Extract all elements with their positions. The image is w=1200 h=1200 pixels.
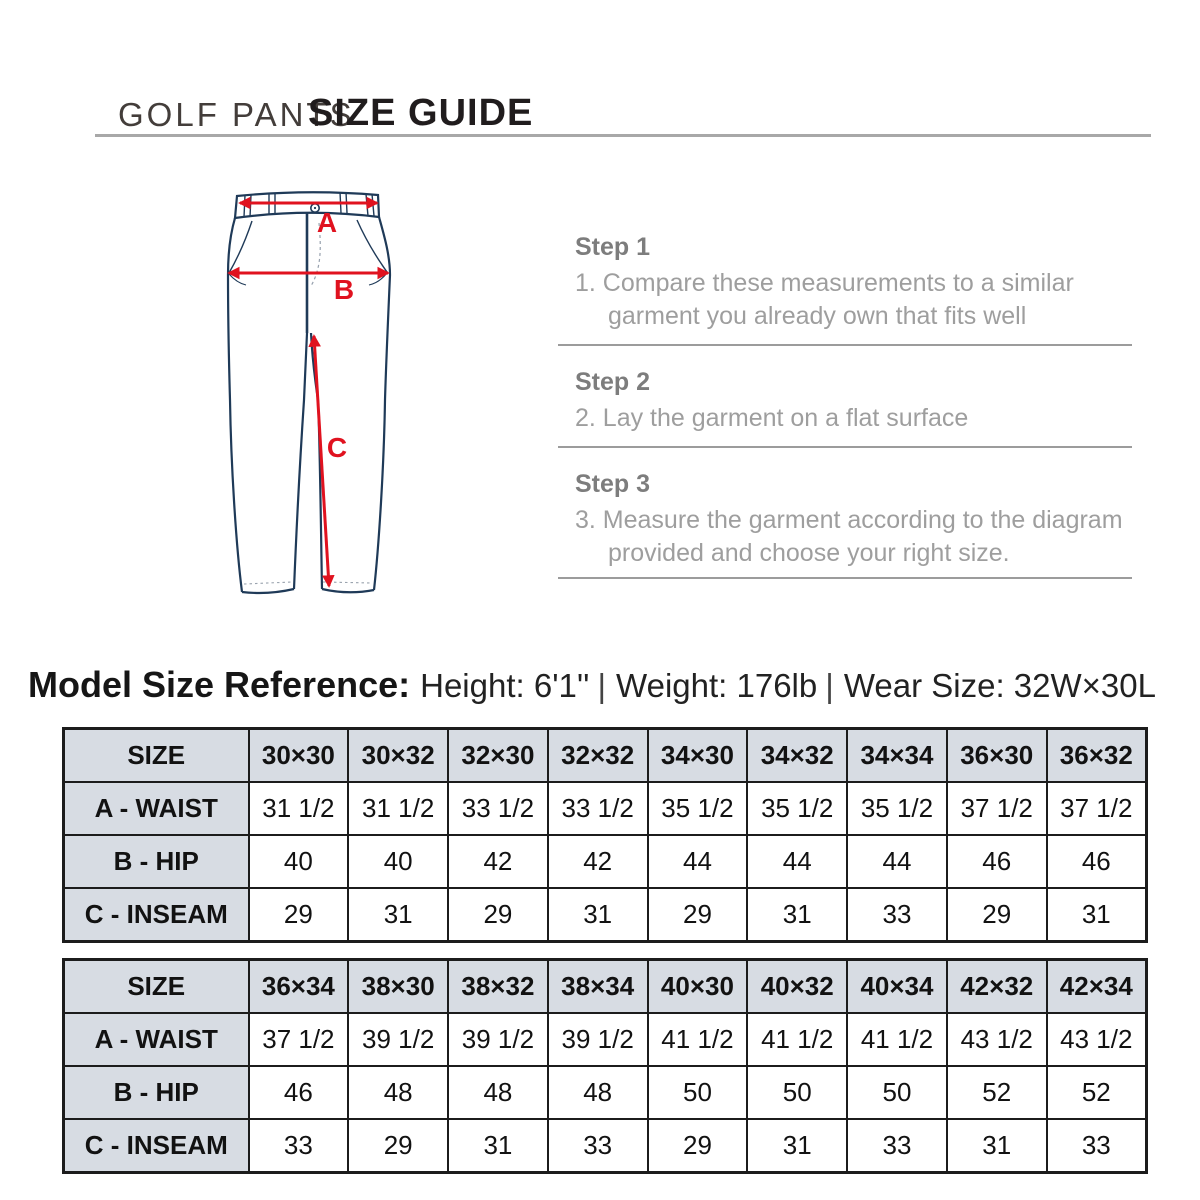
cell: 39 1/2 [548, 1013, 648, 1066]
cell: 37 1/2 [249, 1013, 349, 1066]
cell: 33 [847, 888, 947, 942]
cell: 31 1/2 [348, 782, 448, 835]
cell: 50 [648, 1066, 748, 1119]
row-label: B - HIP [64, 835, 249, 888]
cell: 44 [747, 835, 847, 888]
table-row [64, 888, 1147, 942]
col-header: 36×34 [249, 960, 349, 1014]
step-1-title: Step 1 [575, 233, 651, 261]
col-header: 42×34 [1047, 960, 1147, 1014]
measure-label-a: A [316, 207, 338, 238]
cell: 29 [947, 888, 1047, 942]
cell: 50 [847, 1066, 947, 1119]
row-label: A - WAIST [64, 1013, 249, 1066]
cell: 48 [448, 1066, 548, 1119]
cell: 31 [548, 888, 648, 942]
step-3-text: 3. Measure the garment according to the diagram provided and choose your right size. [575, 506, 1123, 567]
button-dot-icon [314, 207, 316, 209]
col-header: 40×30 [648, 960, 748, 1014]
measure-label-b: B [333, 274, 355, 305]
cell: 31 [348, 888, 448, 942]
measure-label-c: C [326, 432, 348, 463]
cell: 33 1/2 [548, 782, 648, 835]
cell: 48 [348, 1066, 448, 1119]
cell: 44 [847, 835, 947, 888]
col-header: 38×32 [448, 960, 548, 1014]
cell: 43 1/2 [947, 1013, 1047, 1066]
table-row [64, 782, 1147, 835]
col-header: SIZE [64, 729, 249, 783]
header-underline [95, 134, 1151, 137]
table-row [64, 835, 1147, 888]
left-inseam-path [294, 333, 307, 589]
cell: 31 1/2 [249, 782, 349, 835]
cell: 39 1/2 [448, 1013, 548, 1066]
cell: 42 [548, 835, 648, 888]
step-divider [558, 344, 1132, 346]
brand-text: GOLF PANTS [118, 96, 355, 133]
cell: 46 [1047, 835, 1147, 888]
cell: 29 [448, 888, 548, 942]
cell: 35 1/2 [847, 782, 947, 835]
cell: 31 [448, 1119, 548, 1173]
col-header: 32×32 [548, 729, 648, 783]
col-header: 38×30 [348, 960, 448, 1014]
model-wear-size: Wear Size: 32W×30L [843, 667, 1156, 704]
left-hem-stitch [244, 582, 292, 584]
col-header: 34×32 [747, 729, 847, 783]
row-label: A - WAIST [64, 782, 249, 835]
cell: 46 [249, 1066, 349, 1119]
cell: 35 1/2 [747, 782, 847, 835]
model-height: Height: 6'1'' [420, 667, 590, 704]
cell: 40 [249, 835, 349, 888]
page-title: SIZE GUIDE [308, 92, 534, 134]
pants-diagram-icon [180, 175, 470, 635]
size-table-2 [62, 958, 1148, 1174]
row-label: C - INSEAM [64, 888, 249, 942]
step-2-text: 2. Lay the garment on a flat surface [575, 404, 969, 432]
size-table-1 [62, 727, 1148, 943]
col-header: 32×30 [448, 729, 548, 783]
cell: 52 [947, 1066, 1047, 1119]
separator-bar: | [825, 667, 834, 704]
cell: 41 1/2 [747, 1013, 847, 1066]
table-row [64, 1066, 1147, 1119]
cell: 33 [548, 1119, 648, 1173]
cell: 31 [747, 1119, 847, 1173]
cell: 40 [348, 835, 448, 888]
model-size-reference [28, 664, 1156, 706]
cell: 48 [548, 1066, 648, 1119]
left-pocket-bottom-path [229, 274, 246, 285]
step-divider [558, 577, 1132, 579]
table-row [64, 1119, 1147, 1173]
separator-bar: | [597, 667, 607, 704]
cell: 43 1/2 [1047, 1013, 1147, 1066]
cell: 37 1/2 [947, 782, 1047, 835]
cell: 33 [847, 1119, 947, 1173]
col-header: 34×30 [648, 729, 748, 783]
step-1-text: 1. Compare these measurements to a similar garment you already own that fits well [575, 269, 1074, 330]
step-divider [558, 446, 1132, 448]
cell: 29 [648, 888, 748, 942]
right-hem-path [322, 589, 374, 592]
cell: 39 1/2 [348, 1013, 448, 1066]
cell: 44 [648, 835, 748, 888]
model-weight: Weight: 176lb [616, 667, 818, 704]
cell: 31 [947, 1119, 1047, 1173]
col-header: 34×34 [847, 729, 947, 783]
cell: 29 [348, 1119, 448, 1173]
table-header-row [64, 729, 1147, 783]
cell: 41 1/2 [648, 1013, 748, 1066]
cell: 52 [1047, 1066, 1147, 1119]
left-hem-path [242, 589, 294, 593]
cell: 33 1/2 [448, 782, 548, 835]
row-label: C - INSEAM [64, 1119, 249, 1173]
cell: 29 [648, 1119, 748, 1173]
cell: 31 [747, 888, 847, 942]
cell: 33 [1047, 1119, 1147, 1173]
right-hem-stitch [323, 582, 372, 583]
col-header: 36×32 [1047, 729, 1147, 783]
cell: 31 [1047, 888, 1147, 942]
cell: 35 1/2 [648, 782, 748, 835]
col-header: 42×32 [947, 960, 1047, 1014]
cell: 37 1/2 [1047, 782, 1147, 835]
step-2-title: Step 2 [575, 368, 651, 396]
cell: 46 [947, 835, 1047, 888]
col-header: SIZE [64, 960, 249, 1014]
table-header-row [64, 960, 1147, 1014]
col-header: 38×34 [548, 960, 648, 1014]
col-header: 30×32 [348, 729, 448, 783]
col-header: 40×34 [847, 960, 947, 1014]
row-label: B - HIP [64, 1066, 249, 1119]
cell: 42 [448, 835, 548, 888]
cell: 33 [249, 1119, 349, 1173]
col-header: 36×30 [947, 729, 1047, 783]
step-3-title: Step 3 [575, 470, 651, 498]
model-reference-label: Model Size Reference: [28, 664, 411, 705]
col-header: 40×32 [747, 960, 847, 1014]
col-header: 30×30 [249, 729, 349, 783]
cell: 41 1/2 [847, 1013, 947, 1066]
right-pocket-bottom-path [369, 273, 387, 285]
cell: 50 [747, 1066, 847, 1119]
cell: 29 [249, 888, 349, 942]
table-row [64, 1013, 1147, 1066]
